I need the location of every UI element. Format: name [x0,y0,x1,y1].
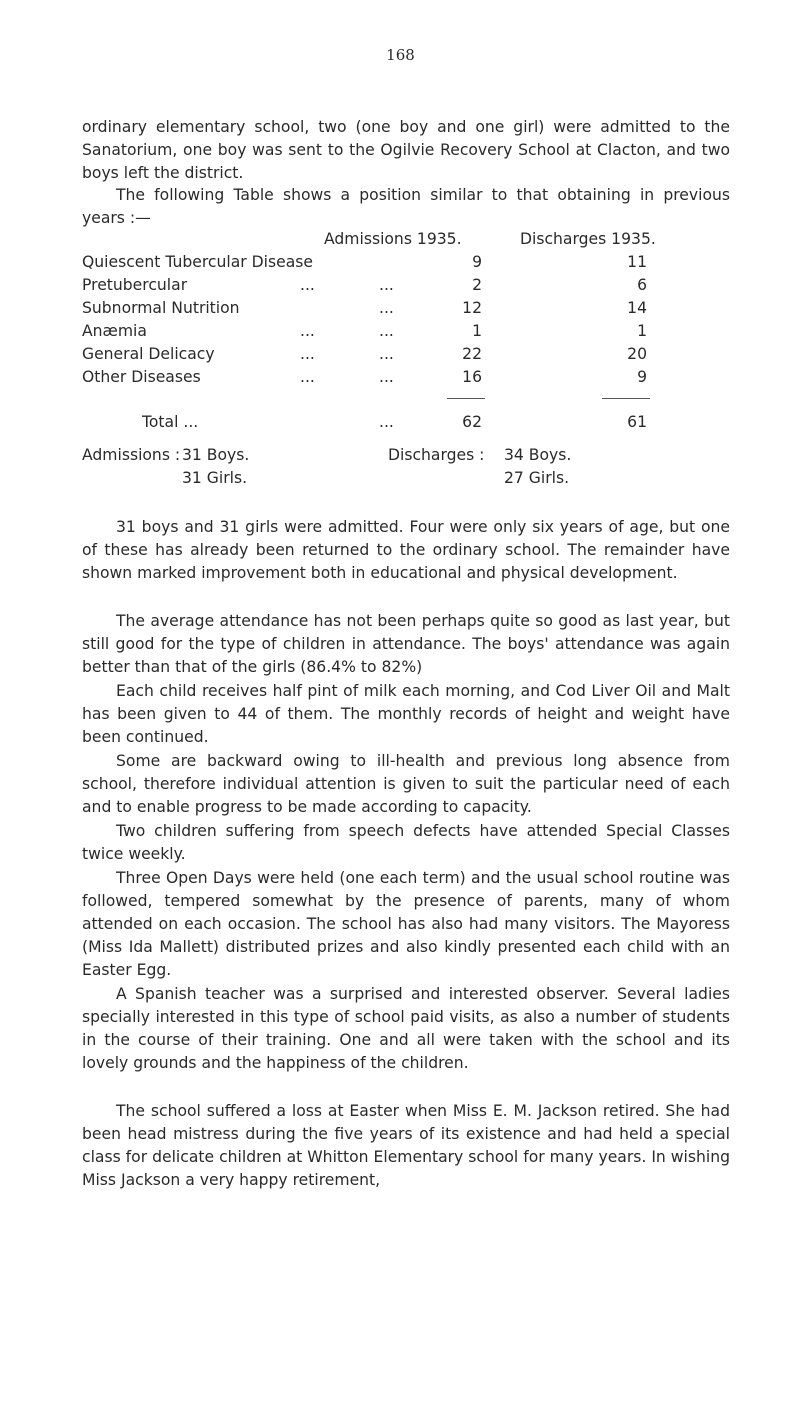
row-admissions: 12 [462,299,482,317]
row-discharges: 20 [627,345,647,363]
page-number: 168 [386,46,415,64]
paragraph-sanatorium: ordinary elementary school, two (one boy and one girl) were admitted to the Sanatorium, one boy was sent to the Ogilvie Recovery School at Clacton, and two boys left the district. [82,118,730,182]
row-discharges: 14 [627,299,647,317]
paragraph-visitors: A Spanish teacher was a surprised and interested observer. Several ladies specially interested in this type of school paid visits, as also a number of students in the course of their training. One and all were taken with the school and its lovely grounds and the happiness of the children. [82,985,730,1072]
paragraph-backward: Some are backward owing to ill-health and previous long absence from school, therefore individual attention is given to suit the particular need of each and to enable progress to be made according to capacity. [82,752,730,816]
total-discharges: 61 [627,413,647,431]
row-admissions: 2 [472,276,482,294]
row-discharges: 11 [627,253,647,271]
table-row [82,253,762,277]
paragraph-retirement: The school suffered a loss at Easter when Miss E. M. Jackson retired. She had been head mistress during the five years of its existence and had held a special class for delicate children at Whitton Elementary school for many years. In wishing Miss Jackson a very happy retirement, [82,1102,730,1189]
paragraph-milk: Each child receives half pint of milk each morning, and Cod Liver Oil and Malt has been given to 44 of them. The monthly records of height and weight have been continued. [82,682,730,746]
paragraph-admitted: 31 boys and 31 girls were admitted. Four were only six years of age, but one of these has already been returned to the ordinary school. The remainder have shown marked improvement both in educational and physical development. [82,518,730,582]
row-admissions: 1 [472,322,482,340]
row-leader-dots: ... [300,276,315,294]
row-label: Anæmia [82,322,147,340]
summary-row-boys [82,446,762,470]
header-admissions: Admissions 1935. [324,230,462,248]
paragraph-table-intro: The following Table shows a position similar to that obtaining in previous years :— [82,186,730,227]
summary-admissions-boys: 31 Boys. [182,446,250,464]
row-leader-dots: ... [379,322,394,340]
table-row [82,299,762,323]
paragraph-attendance: The average attendance has not been perhaps quite so good as last year, but still good for the type of children in attendance. The boys' attendance was again better than that of the girls (86.4% to 82%) [82,612,730,676]
total-leader-dots: ... [379,413,394,431]
row-leader-dots: ... [379,276,394,294]
row-label: Other Diseases [82,368,201,386]
summary-discharges-boys: 34 Boys. [504,446,572,464]
table-row [82,276,762,300]
row-label: Subnormal Nutrition [82,299,240,317]
table-header [82,230,762,254]
row-discharges: 1 [637,322,647,340]
total-rule-admissions [447,398,485,399]
row-leader-dots: ... [379,299,394,317]
summary-admissions-girls: 31 Girls. [182,469,248,487]
header-discharges: Discharges 1935. [520,230,656,248]
summary-admissions-label: Admissions : [82,446,181,464]
summary-discharges-girls: 27 Girls. [504,469,570,487]
row-discharges: 9 [637,368,647,386]
table-row [82,345,762,369]
row-admissions: 16 [462,368,482,386]
row-leader-dots: ... [300,345,315,363]
row-leader-dots: ... [300,322,315,340]
total-rule-discharges [602,398,650,399]
table-row [82,322,762,346]
row-leader-dots: ... [300,368,315,386]
paragraph-open-days: Three Open Days were held (one each term) and the usual school routine was followed, tempered somewhat by the presence of parents, many of whom attended on each occasion. The school has also had many visitors. The Mayoress (Miss Ida Mallett) distributed prizes and also kindly presented each child with an Easter Egg. [82,869,730,979]
row-leader-dots: ... [379,368,394,386]
row-admissions: 22 [462,345,482,363]
row-admissions: 9 [472,253,482,271]
total-label: Total ... [142,413,199,431]
table-row [82,368,762,392]
total-admissions: 62 [462,413,482,431]
summary-discharges-label: Discharges : [388,446,485,464]
row-label: Pretubercular [82,276,188,294]
row-leader-dots: ... [379,345,394,363]
row-discharges: 6 [637,276,647,294]
row-label: General Delicacy [82,345,215,363]
table-total-row [82,413,762,437]
paragraph-speech-defects: Two children suffering from speech defects have attended Special Classes twice weekly. [82,822,730,863]
row-label: Quiescent Tubercular Disease [82,253,313,271]
summary-row-girls [82,469,762,493]
